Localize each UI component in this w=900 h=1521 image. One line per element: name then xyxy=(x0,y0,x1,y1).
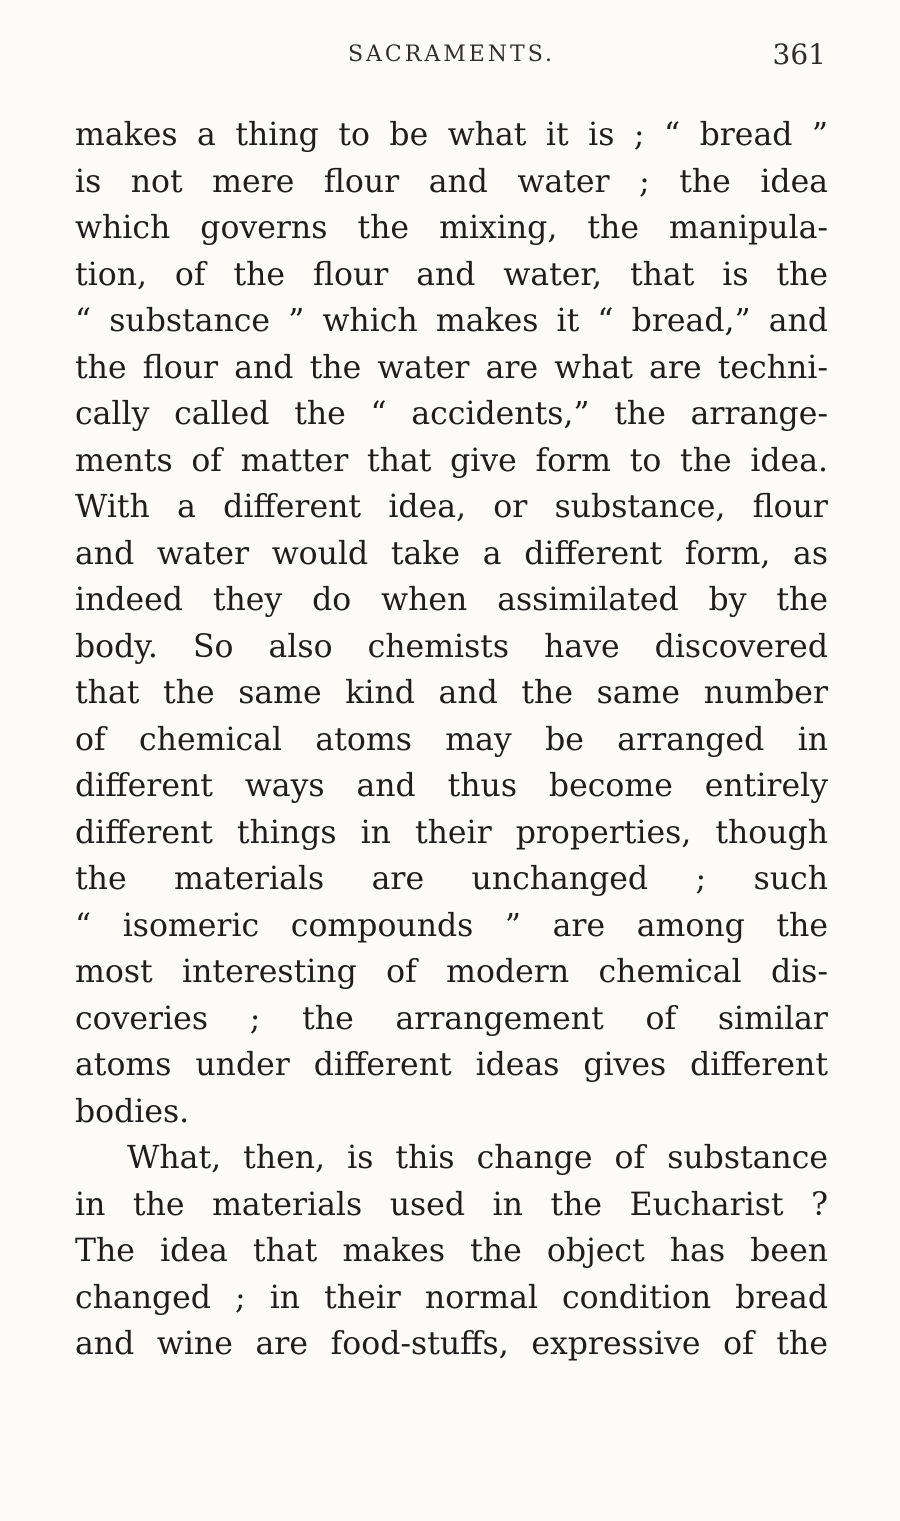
text-line: The idea that makes the object has been xyxy=(75,1233,828,1269)
text-line: atoms under different ideas gives different xyxy=(75,1047,828,1083)
text-line: coveries ; the arrangement of similar xyxy=(75,1000,828,1037)
text-line: in the materials used in the Eucharist ? xyxy=(75,1186,828,1223)
text-line: different ways and thus become entirely xyxy=(75,768,828,804)
text-line: most interesting of modern chemical dis- xyxy=(75,954,828,990)
text-line: the materials are unchanged ; such xyxy=(75,861,828,897)
text-line: bodies. xyxy=(75,1093,190,1130)
running-title: SACRAMENTS. xyxy=(347,42,556,67)
text-line: the flour and the water are what are techni- xyxy=(75,349,828,386)
text-line: body. So also chemists have discovered xyxy=(75,628,828,665)
text-line: What, then, is this change of substance xyxy=(127,1140,828,1176)
text-line: indeed they do when assimilated by the xyxy=(75,582,828,618)
text-line: With a different idea, or substance, flour xyxy=(75,489,828,525)
text-line: “ substance ” which makes it “ bread,” and xyxy=(75,303,828,339)
page-body xyxy=(75,112,828,1368)
page-number: 361 xyxy=(772,38,826,71)
text-line: “ isomeric compounds ” are among the xyxy=(75,907,828,944)
text-line: changed ; in their normal condition bread xyxy=(75,1279,828,1316)
text-line: tion, of the flour and water, that is the xyxy=(75,256,828,293)
text-line: and water would take a different form, as xyxy=(75,535,828,572)
text-line: and wine are food-stuffs, expressive of the xyxy=(75,1326,828,1362)
page-header xyxy=(75,38,828,76)
text-line: different things in their properties, though xyxy=(75,814,828,851)
text-line: makes a thing to be what it is ; “ bread ” xyxy=(75,117,828,153)
paragraph xyxy=(75,112,828,1135)
text-line: cally called the “ accidents,” the arrange- xyxy=(75,396,828,432)
text-line: which governs the mixing, the manipula- xyxy=(75,210,828,246)
paragraph xyxy=(75,1135,828,1368)
text-line: that the same kind and the same number xyxy=(75,675,828,711)
text-line: of chemical atoms may be arranged in xyxy=(75,721,828,758)
text-line: ments of matter that give form to the idea. xyxy=(75,442,828,479)
text-line: is not mere flour and water ; the idea xyxy=(75,163,828,200)
